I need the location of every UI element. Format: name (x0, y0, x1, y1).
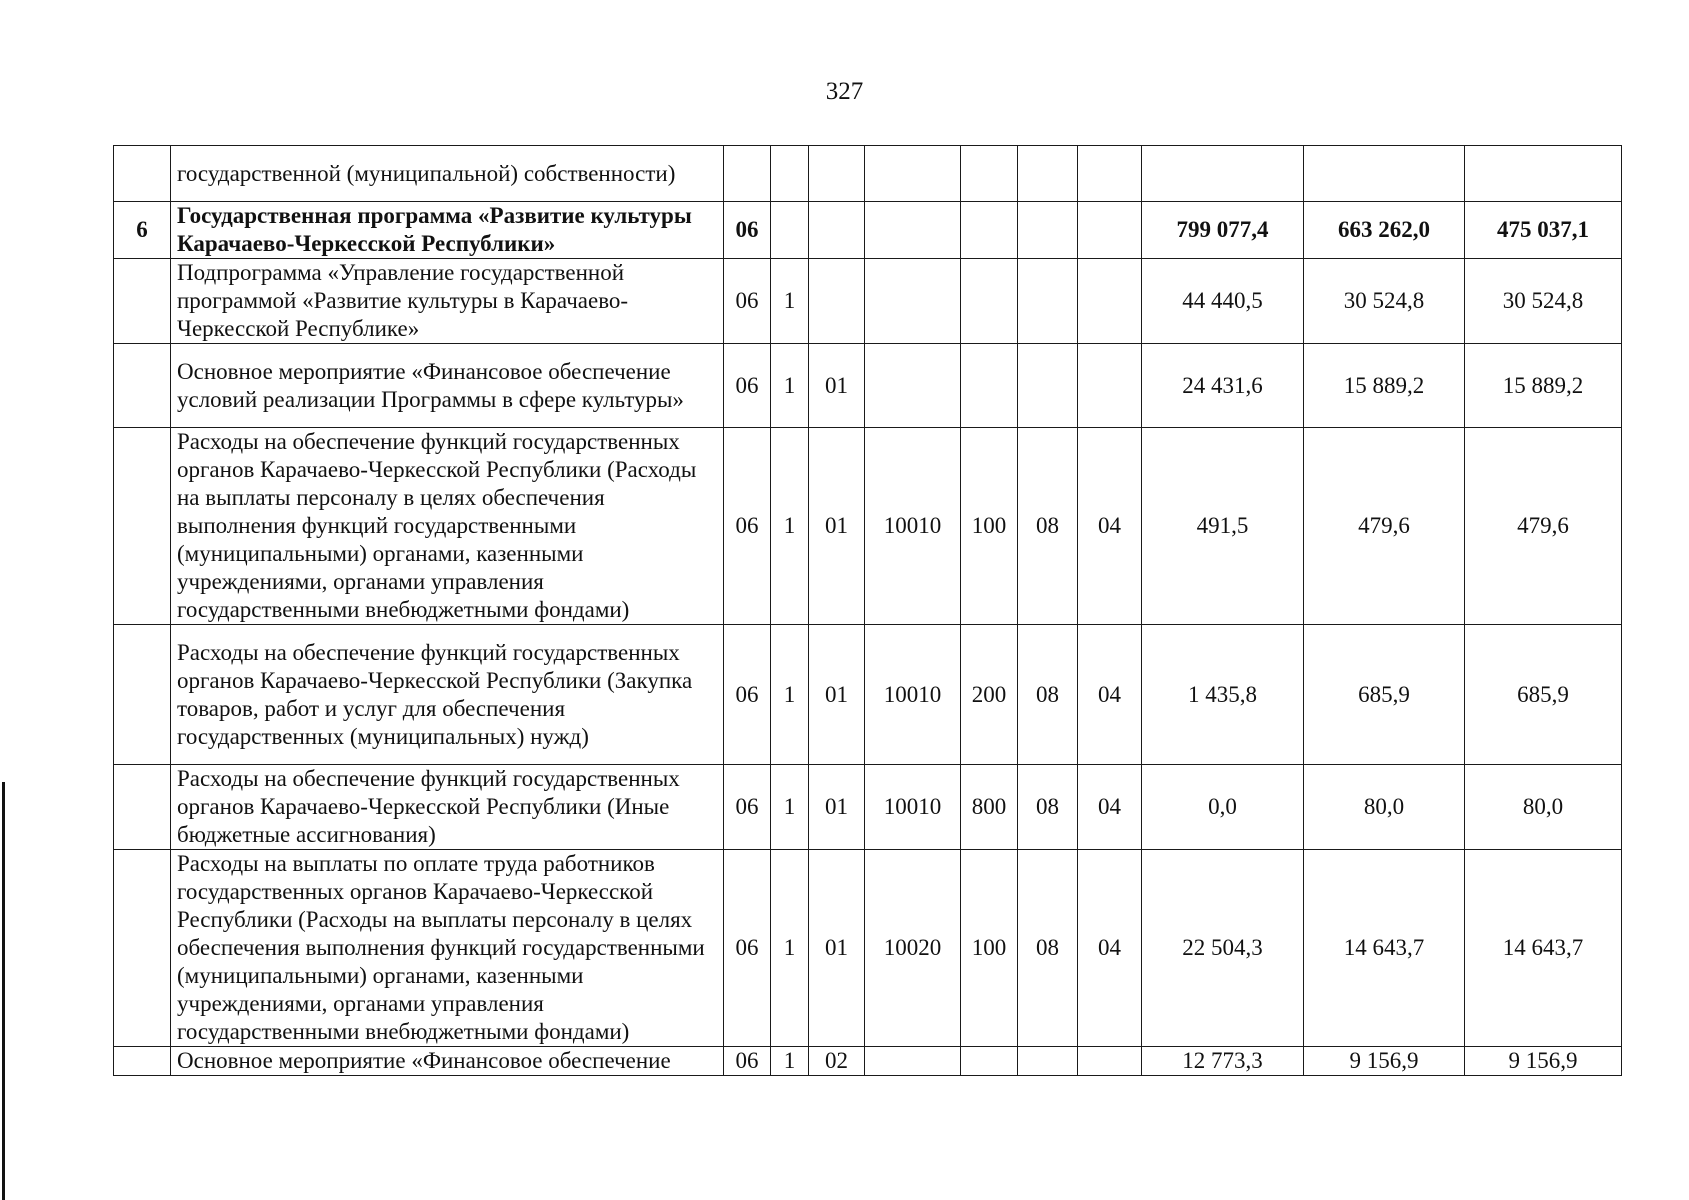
amount-year1-cell (1142, 146, 1304, 202)
amount-year1-cell: 0,0 (1142, 765, 1304, 850)
expense-type-cell (961, 259, 1018, 344)
subprogram-code-cell: 1 (771, 259, 809, 344)
section-code-cell (1018, 344, 1078, 428)
direction-code-cell: 10010 (865, 625, 961, 765)
expense-type-cell (961, 202, 1018, 259)
subprogram-code-cell: 1 (771, 850, 809, 1047)
table-row (114, 765, 1622, 850)
item-name-cell: Расходы на обеспечение функций государственных органов Карачаево-Черкесской Республики (Иные бюджетные ассигнования) (171, 765, 724, 850)
activity-code-cell: 01 (809, 625, 865, 765)
subprogram-code-cell (771, 146, 809, 202)
item-name-cell: Государственная программа «Развитие культуры Карачаево-Черкесской Республики» (171, 202, 724, 259)
amount-year1-cell: 12 773,3 (1142, 1047, 1304, 1076)
item-name-cell: Основное мероприятие «Финансовое обеспечение (171, 1047, 724, 1076)
subprogram-code-cell: 1 (771, 765, 809, 850)
direction-code-cell (865, 344, 961, 428)
expense-type-cell (961, 344, 1018, 428)
activity-code-cell: 01 (809, 765, 865, 850)
section-code-cell (1018, 202, 1078, 259)
item-name-cell: государственной (муниципальной) собственности) (171, 146, 724, 202)
item-name-cell: Расходы на выплаты по оплате труда работников государственных органов Карачаево-Черкесской Республики (Расходы на выплаты персоналу в целях обеспечения выполнения функций государственными (муниципальными) органами, казенными учреждениями, органами управления государственными внебюджетными фондами) (171, 850, 724, 1047)
subsection-code-cell: 04 (1078, 428, 1142, 625)
direction-code-cell: 10020 (865, 850, 961, 1047)
subprogram-code-cell: 1 (771, 625, 809, 765)
activity-code-cell (809, 146, 865, 202)
amount-year2-cell: 30 524,8 (1304, 259, 1465, 344)
amount-year3-cell: 80,0 (1465, 765, 1622, 850)
amount-year3-cell: 685,9 (1465, 625, 1622, 765)
table-row (114, 344, 1622, 428)
amount-year2-cell (1304, 146, 1465, 202)
amount-year2-cell: 663 262,0 (1304, 202, 1465, 259)
table-row (114, 428, 1622, 625)
amount-year3-cell: 15 889,2 (1465, 344, 1622, 428)
program-code-cell: 06 (724, 428, 771, 625)
program-code-cell: 06 (724, 1047, 771, 1076)
table-row (114, 146, 1622, 202)
subprogram-code-cell: 1 (771, 344, 809, 428)
section-code-cell: 08 (1018, 850, 1078, 1047)
expense-type-cell: 100 (961, 850, 1018, 1047)
section-code-cell: 08 (1018, 428, 1078, 625)
amount-year1-cell: 491,5 (1142, 428, 1304, 625)
table-row (114, 625, 1622, 765)
amount-year2-cell: 15 889,2 (1304, 344, 1465, 428)
activity-code-cell: 01 (809, 344, 865, 428)
activity-code-cell (809, 202, 865, 259)
section-code-cell (1018, 1047, 1078, 1076)
item-name-cell: Расходы на обеспечение функций государственных органов Карачаево-Черкесской Республики (Закупка товаров, работ и услуг для обеспечения государственных (муниципальных) нужд) (171, 625, 724, 765)
row-number-cell: 6 (114, 202, 171, 259)
direction-code-cell (865, 1047, 961, 1076)
direction-code-cell (865, 259, 961, 344)
amount-year2-cell: 479,6 (1304, 428, 1465, 625)
expense-type-cell: 100 (961, 428, 1018, 625)
row-number-cell (114, 765, 171, 850)
direction-code-cell: 10010 (865, 765, 961, 850)
row-number-cell (114, 259, 171, 344)
subprogram-code-cell (771, 202, 809, 259)
amount-year3-cell: 14 643,7 (1465, 850, 1622, 1047)
program-code-cell: 06 (724, 259, 771, 344)
subsection-code-cell (1078, 1047, 1142, 1076)
program-code-cell: 06 (724, 625, 771, 765)
amount-year3-cell: 475 037,1 (1465, 202, 1622, 259)
program-code-cell: 06 (724, 850, 771, 1047)
program-code-cell (724, 146, 771, 202)
activity-code-cell: 01 (809, 428, 865, 625)
item-name-cell: Расходы на обеспечение функций государственных органов Карачаево-Черкесской Республики (Расходы на выплаты персоналу в целях обеспечения выполнения функций государственными (муниципальными) органами, казенными учреждениями, органами управления государственными внебюджетными фондами) (171, 428, 724, 625)
row-number-cell (114, 1047, 171, 1076)
subsection-code-cell: 04 (1078, 625, 1142, 765)
item-name-cell: Основное мероприятие «Финансовое обеспечение условий реализации Программы в сфере культуры» (171, 344, 724, 428)
amount-year1-cell: 799 077,4 (1142, 202, 1304, 259)
amount-year3-cell: 479,6 (1465, 428, 1622, 625)
table-row (114, 259, 1622, 344)
budget-table (113, 145, 1622, 1076)
expense-type-cell (961, 1047, 1018, 1076)
section-code-cell: 08 (1018, 625, 1078, 765)
direction-code-cell (865, 202, 961, 259)
row-number-cell (114, 146, 171, 202)
amount-year1-cell: 44 440,5 (1142, 259, 1304, 344)
subsection-code-cell: 04 (1078, 850, 1142, 1047)
amount-year2-cell: 685,9 (1304, 625, 1465, 765)
amount-year3-cell (1465, 146, 1622, 202)
activity-code-cell: 01 (809, 850, 865, 1047)
subsection-code-cell (1078, 259, 1142, 344)
item-name-cell: Подпрограмма «Управление государственной программой «Развитие культуры в Карачаево-Черкесской Республике» (171, 259, 724, 344)
amount-year3-cell: 30 524,8 (1465, 259, 1622, 344)
activity-code-cell (809, 259, 865, 344)
section-code-cell (1018, 146, 1078, 202)
subsection-code-cell: 04 (1078, 765, 1142, 850)
row-number-cell (114, 850, 171, 1047)
program-code-cell: 06 (724, 344, 771, 428)
expense-type-cell (961, 146, 1018, 202)
table-row (114, 202, 1622, 259)
amount-year1-cell: 1 435,8 (1142, 625, 1304, 765)
program-code-cell: 06 (724, 765, 771, 850)
subsection-code-cell (1078, 202, 1142, 259)
section-code-cell (1018, 259, 1078, 344)
direction-code-cell: 10010 (865, 428, 961, 625)
amount-year2-cell: 80,0 (1304, 765, 1465, 850)
row-number-cell (114, 344, 171, 428)
amount-year1-cell: 24 431,6 (1142, 344, 1304, 428)
subprogram-code-cell: 1 (771, 1047, 809, 1076)
page-number: 327 (825, 78, 864, 105)
expense-type-cell: 200 (961, 625, 1018, 765)
activity-code-cell: 02 (809, 1047, 865, 1076)
row-number-cell (114, 428, 171, 625)
table-row (114, 850, 1622, 1047)
amount-year2-cell: 9 156,9 (1304, 1047, 1465, 1076)
table-body (114, 146, 1622, 1076)
subsection-code-cell (1078, 146, 1142, 202)
program-code-cell: 06 (724, 202, 771, 259)
amount-year3-cell: 9 156,9 (1465, 1047, 1622, 1076)
amount-year1-cell: 22 504,3 (1142, 850, 1304, 1047)
table-row (114, 1047, 1622, 1076)
section-code-cell: 08 (1018, 765, 1078, 850)
subprogram-code-cell: 1 (771, 428, 809, 625)
scan-margin-line (2, 782, 5, 1200)
subsection-code-cell (1078, 344, 1142, 428)
expense-type-cell: 800 (961, 765, 1018, 850)
row-number-cell (114, 625, 171, 765)
amount-year2-cell: 14 643,7 (1304, 850, 1465, 1047)
direction-code-cell (865, 146, 961, 202)
